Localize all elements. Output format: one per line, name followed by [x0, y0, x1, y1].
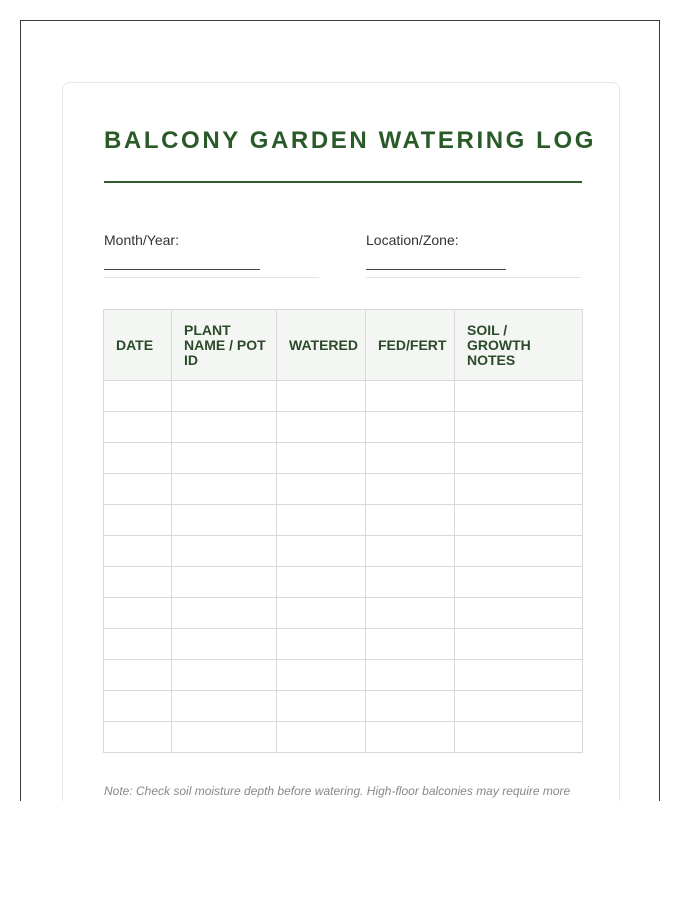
notes-cell[interactable] [455, 381, 583, 412]
table-row [104, 567, 583, 598]
location-zone-divider [366, 277, 581, 278]
table-row [104, 722, 583, 753]
column-header-date: DATE [104, 310, 172, 381]
table-row [104, 381, 583, 412]
plant-cell[interactable] [172, 412, 277, 443]
table-row [104, 536, 583, 567]
column-header-watered: WATERED [277, 310, 366, 381]
month-year-divider [104, 277, 319, 278]
fed-cell[interactable] [366, 536, 455, 567]
date-cell[interactable] [104, 660, 172, 691]
date-cell[interactable] [104, 722, 172, 753]
plant-cell[interactable] [172, 722, 277, 753]
date-cell[interactable] [104, 443, 172, 474]
date-cell[interactable] [104, 381, 172, 412]
plant-cell[interactable] [172, 536, 277, 567]
watered-cell[interactable] [277, 691, 366, 722]
fed-cell[interactable] [366, 567, 455, 598]
month-year-label: Month/Year: [104, 232, 179, 248]
fed-cell[interactable] [366, 412, 455, 443]
table-row [104, 412, 583, 443]
date-cell[interactable] [104, 567, 172, 598]
table-row [104, 660, 583, 691]
column-header-plant: PLANT NAME / POT ID [172, 310, 277, 381]
notes-cell[interactable] [455, 629, 583, 660]
notes-cell[interactable] [455, 722, 583, 753]
watered-cell[interactable] [277, 412, 366, 443]
fed-cell[interactable] [366, 629, 455, 660]
watered-cell[interactable] [277, 567, 366, 598]
table-header-row [104, 310, 583, 381]
watered-cell[interactable] [277, 443, 366, 474]
plant-cell[interactable] [172, 567, 277, 598]
table-row [104, 598, 583, 629]
table-body [104, 381, 583, 753]
notes-cell[interactable] [455, 474, 583, 505]
watered-cell[interactable] [277, 474, 366, 505]
watered-cell[interactable] [277, 536, 366, 567]
table-row [104, 443, 583, 474]
location-zone-label: Location/Zone: [366, 232, 459, 248]
plant-cell[interactable] [172, 443, 277, 474]
column-header-fed: FED/FERT [366, 310, 455, 381]
notes-cell[interactable] [455, 443, 583, 474]
watered-cell[interactable] [277, 598, 366, 629]
notes-cell[interactable] [455, 691, 583, 722]
watered-cell[interactable] [277, 381, 366, 412]
footer-note: Note: Check soil moisture depth before watering. High-floor balconies may require more [104, 784, 571, 798]
fed-cell[interactable] [366, 722, 455, 753]
plant-cell[interactable] [172, 381, 277, 412]
plant-cell[interactable] [172, 691, 277, 722]
watered-cell[interactable] [277, 722, 366, 753]
date-cell[interactable] [104, 536, 172, 567]
fed-cell[interactable] [366, 691, 455, 722]
notes-cell[interactable] [455, 660, 583, 691]
table-row [104, 505, 583, 536]
plant-cell[interactable] [172, 598, 277, 629]
month-year-write-line[interactable] [104, 269, 260, 270]
table-row [104, 474, 583, 505]
plant-cell[interactable] [172, 505, 277, 536]
location-zone-write-line[interactable] [366, 269, 506, 270]
notes-cell[interactable] [455, 505, 583, 536]
plant-cell[interactable] [172, 629, 277, 660]
watered-cell[interactable] [277, 629, 366, 660]
fed-cell[interactable] [366, 443, 455, 474]
month-year-field[interactable] [104, 231, 319, 249]
date-cell[interactable] [104, 505, 172, 536]
fed-cell[interactable] [366, 474, 455, 505]
plant-cell[interactable] [172, 474, 277, 505]
date-cell[interactable] [104, 598, 172, 629]
watered-cell[interactable] [277, 660, 366, 691]
fed-cell[interactable] [366, 660, 455, 691]
date-cell[interactable] [104, 474, 172, 505]
date-cell[interactable] [104, 412, 172, 443]
plant-cell[interactable] [172, 660, 277, 691]
notes-cell[interactable] [455, 536, 583, 567]
table-row [104, 629, 583, 660]
watering-log-table [103, 309, 583, 753]
date-cell[interactable] [104, 691, 172, 722]
column-header-notes: SOIL / GROWTH NOTES [455, 310, 583, 381]
title-divider [104, 181, 582, 183]
page-frame [20, 20, 660, 801]
date-cell[interactable] [104, 629, 172, 660]
notes-cell[interactable] [455, 567, 583, 598]
page-title: BALCONY GARDEN WATERING LOG [104, 127, 596, 154]
location-zone-field[interactable] [366, 231, 581, 249]
fed-cell[interactable] [366, 598, 455, 629]
fed-cell[interactable] [366, 505, 455, 536]
fed-cell[interactable] [366, 381, 455, 412]
notes-cell[interactable] [455, 412, 583, 443]
watered-cell[interactable] [277, 505, 366, 536]
log-card [62, 82, 620, 801]
notes-cell[interactable] [455, 598, 583, 629]
table-row [104, 691, 583, 722]
